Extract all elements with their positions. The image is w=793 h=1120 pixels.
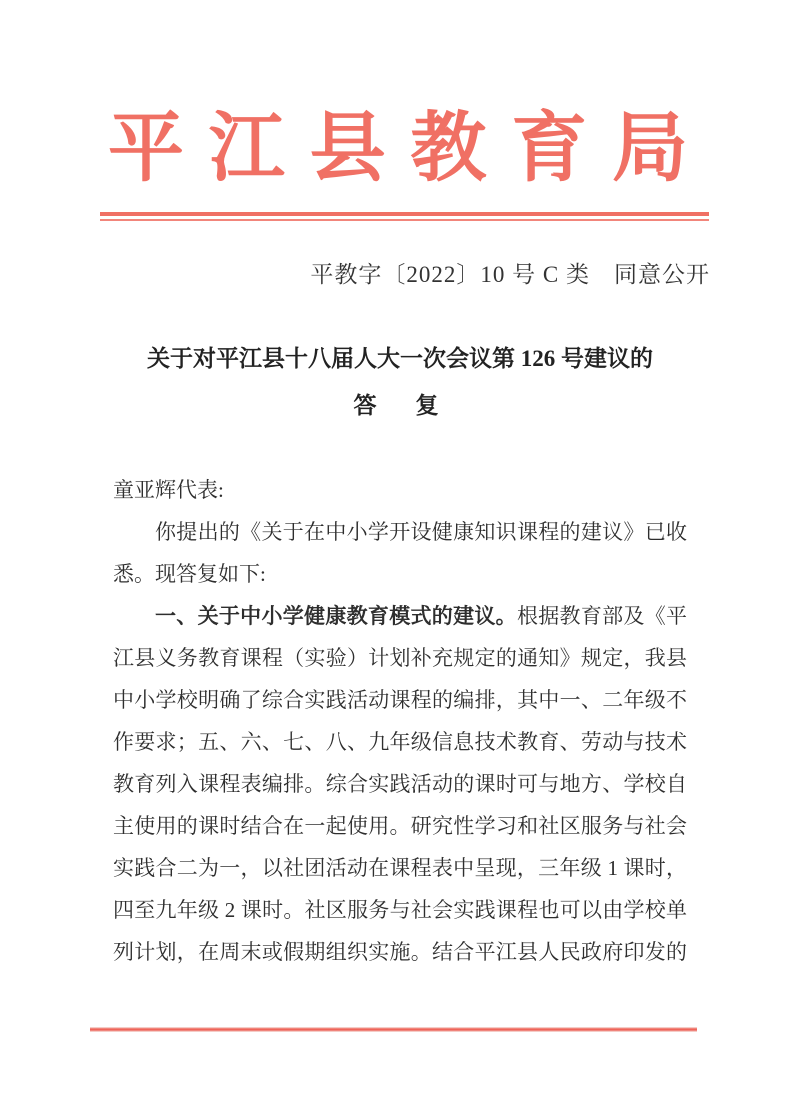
agency-header: 平江县教育局	[108, 107, 688, 191]
body-line	[113, 931, 687, 973]
footer-divider	[90, 1027, 697, 1032]
document-title-line2: 答 复	[353, 393, 447, 418]
body-line-text: 教育列入课程表编排。综合实践活动的课时可与地方、学校自	[113, 772, 687, 796]
body-line-text: 童亚辉代表:	[113, 478, 224, 502]
header-divider-thick-line	[100, 212, 709, 216]
body-line-text: 江县义务教育课程（实验）计划补充规定的通知》规定，我县	[113, 646, 687, 670]
document-title-line1: 关于对平江县十八届人大一次会议第 126 号建议的	[147, 346, 653, 371]
body-line	[113, 679, 687, 721]
body-line-text: 实践合二为一，以社团活动在课程表中呈现，三年级 1 课时，	[113, 856, 687, 880]
body-line	[113, 889, 687, 931]
body-line	[113, 595, 687, 637]
body-line-text: 列计划，在周末或假期组织实施。结合平江县人民政府印发的	[113, 940, 687, 964]
header-divider-thin-line	[100, 219, 709, 221]
body-line	[113, 847, 687, 889]
body-line	[113, 763, 687, 805]
body-line-bold-lead: 一、关于中小学健康教育模式的建议。	[155, 604, 517, 628]
body-line-text: 中小学校明确了综合实践活动课程的编排，其中一、二年级不	[113, 688, 687, 712]
body-line	[113, 469, 687, 511]
body-line-text: 主使用的课时结合在一起使用。研究性学习和社区服务与社会	[113, 814, 687, 838]
document-number-line: 平教字〔2022〕10 号 C 类 同意公开	[310, 262, 710, 287]
header-divider	[100, 212, 709, 221]
body-line	[113, 805, 687, 847]
body-line	[113, 511, 687, 553]
body-line-text: 四至九年级 2 课时。社区服务与社会实践课程也可以由学校单	[113, 898, 687, 922]
body-line	[113, 721, 687, 763]
body-line-text: 根据教育部及《平	[516, 604, 688, 628]
body-line	[113, 637, 687, 679]
body-line-text: 你提出的《关于在中小学开设健康知识课程的建议》已收	[155, 520, 687, 544]
body-line	[113, 553, 687, 595]
body-line-text: 作要求；五、六、七、八、九年级信息技术教育、劳动与技术	[113, 730, 687, 754]
document-body	[113, 469, 687, 973]
body-line-text: 悉。现答复如下:	[113, 562, 266, 586]
